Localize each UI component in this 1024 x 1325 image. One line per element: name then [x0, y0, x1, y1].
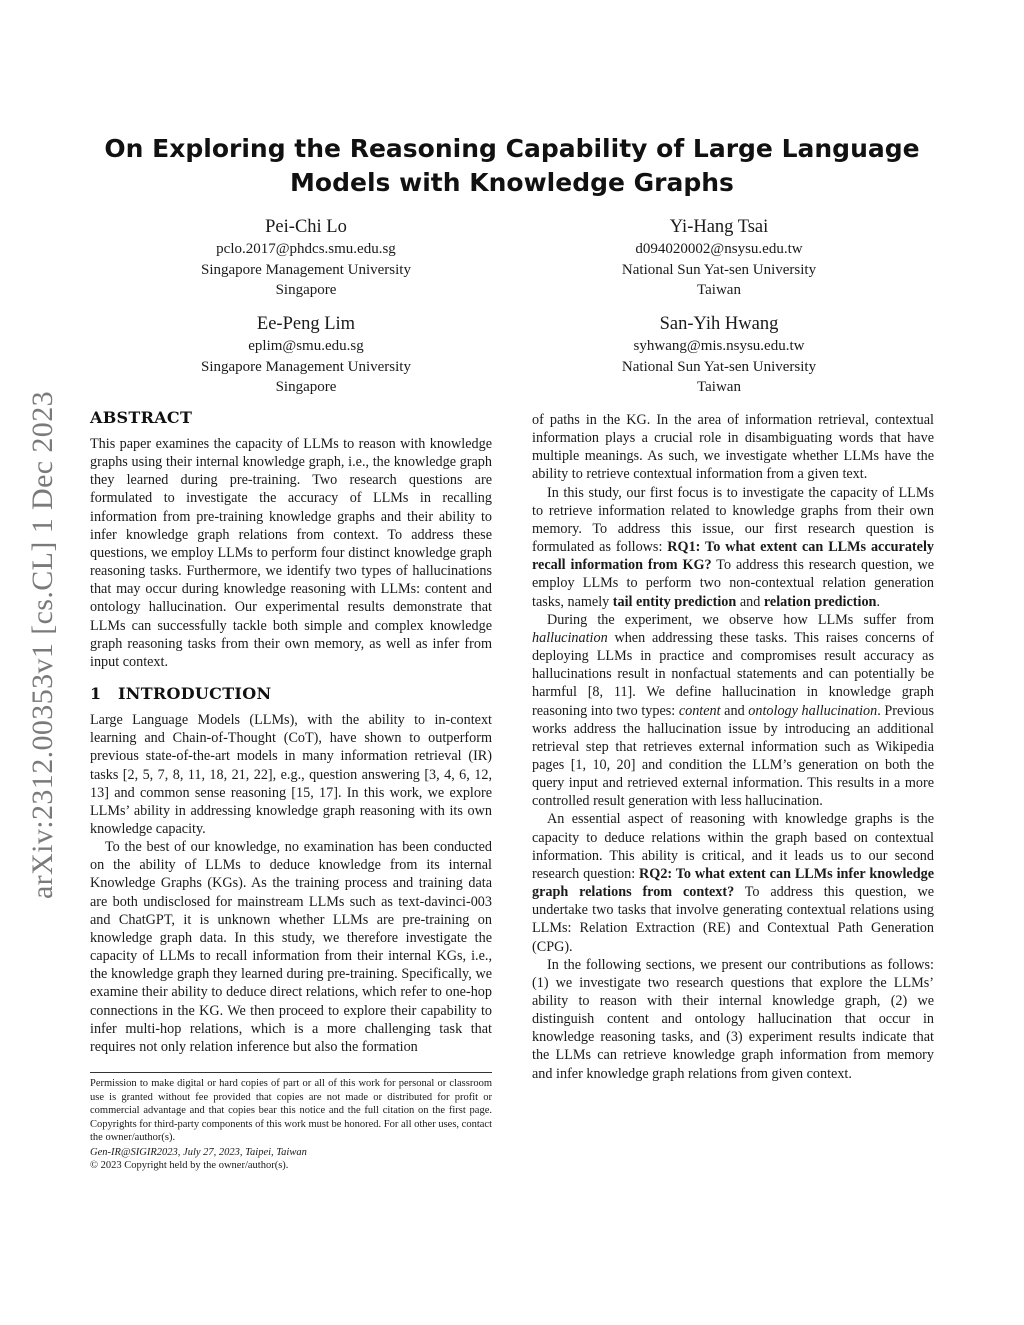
task-name: relation prediction [763, 593, 877, 610]
text-run: . [876, 593, 880, 610]
paragraph: of paths in the KG. In the area of information retrieval, contextual information plays a crucial role in disambiguating words that have multiple meanings. As such, we investigate whether LLMs have the ability to retrieve contextual information from a given text. [532, 412, 934, 483]
emphasis: content [678, 702, 721, 719]
text-run: An essential aspect of reasoning with knowledge graphs is the capacity to deduce relations within the graph based on contextual information. This ability is critical, and it leads us to our second research question: [532, 811, 934, 882]
research-question-2: RQ2: To what extent can LLMs infer knowledge graph relations from context? [532, 865, 934, 901]
footnote [90, 1072, 492, 1173]
author-country: Singapore [275, 379, 337, 395]
paragraph: In the following sections, we present our contributions as follows: (1) we investigate two research questions that explore the LLMs’ ability to reason with their internal knowledge graph, (2) we distinguish content and ontology hallucination that occur in knowledge reasoning tasks, and (3) experiment results indicate that the LLMs can retrieve knowledge graph information from memory and infer knowledge graph relations from given context. [532, 956, 934, 1082]
copyright-notice: © 2023 Copyright held by the owner/author(s). [90, 1160, 289, 1171]
author-block [539, 216, 899, 301]
title-line-1: On Exploring the Reasoning Capability of Large Language [104, 134, 920, 163]
paragraph: To the best of our knowledge, no examination has been conducted on the ability of LLMs to deduce knowledge from its internal Knowledge Graphs (KGs). As the training process and training data are both undisclosed for mainstream LLMs such as text-davinci-003 and ChatGPT, it is unknown whether LLMs are pre-training on knowledge graph data. In this study, we therefore investigate the capacity of LLMs to recall information from their internal KGs, i.e., the knowledge graph they learned during pre-training. Specifically, we examine their ability to deduce direct relations, which refer to one-hop connections in the KG. We then proceed to explore their capability to infer multi-hop relations, which is a more challenging task that requires not only relation inference but also the formation [90, 839, 492, 1055]
emphasis: ontology hallucination [748, 702, 878, 719]
author-affiliation: National Sun Yat-sen University [621, 358, 817, 375]
section-title: INTRODUCTION [118, 684, 272, 704]
text-run: In this study, our first focus is to investigate the capacity of LLMs to retrieve information related to knowledge graphs from their own memory. To address this issue, our first research question is formulated as follows: [532, 484, 934, 556]
left-column [90, 407, 492, 1056]
paragraph [532, 611, 934, 811]
author-block [126, 216, 486, 301]
author-affiliation: Singapore Management University [201, 358, 411, 375]
author-affiliation: National Sun Yat-sen University [621, 261, 817, 278]
task-name: tail entity prediction [612, 593, 737, 610]
text-run: To address this research question, we employ LLMs to perform two non-contextual relation generation tasks, namely [532, 557, 934, 610]
title-line-2: Models with Knowledge Graphs [290, 168, 734, 197]
author-name: San-Yih Hwang [659, 314, 779, 334]
conference-info: Gen-IR@SIGIR2023, July 27, 2023, Taipei, Taiwan [90, 1146, 307, 1158]
author-affiliation: Singapore Management University [201, 261, 411, 278]
author-country: Taiwan [697, 282, 741, 298]
paper-title [90, 132, 934, 200]
author-block [539, 313, 899, 398]
text-run: . Previous works address the hallucination issue by introducing an additional retrieval step that retrieves external information such as Wikipedia pages [1, 10, 20] and condition the LLM’s generation on both the query input and retrieved external information. This results in a more controlled result generation with less hallucination. [532, 702, 935, 810]
text-run: During the experiment, we observe how LLMs suffer from [547, 611, 934, 628]
author-name: Ee-Peng Lim [256, 314, 356, 334]
arxiv-stamp [23, 362, 63, 928]
author-email: d094020002@nsysu.edu.tw [635, 241, 803, 257]
author-email: pclo.2017@phdcs.smu.edu.sg [216, 241, 396, 257]
author-email: syhwang@mis.nsysu.edu.tw [633, 338, 805, 354]
text-run: and [736, 593, 764, 610]
author-name: Pei-Chi Lo [265, 217, 347, 237]
text-run: and [720, 702, 749, 719]
paragraph: Large Language Models (LLMs), with the ability to in-context learning and Chain-of-Thought (CoT), have shown to outperform previous state-of-the-art models in many information retrieval (IR) tasks [2, 5, 7, 8, 11, 18, 21, 22], e.g., question answering [3, 4, 6, 12, 13] and common sense reasoning [15, 17]. In this work, we explore LLMs’ ability in addressing knowledge graph reasoning with its own knowledge capacity. [90, 712, 492, 837]
abstract-text: This paper examines the capacity of LLMs to reason with knowledge graphs using their internal knowledge graph, i.e., the knowledge graph they learned during pre-training. Two research questions are formulated to investigate the accuracy of LLMs in recalling information from pre-training knowledge graphs and their ability to infer knowledge graph relations from context. To address these questions, we employ LLMs to perform four distinct knowledge graph reasoning tasks. Furthermore, we identify two types of hallucinations that may occur during knowledge reasoning with LLMs: content and ontology hallucination. Our experimental results demonstrate that LLMs can successfully tackle both simple and complex knowledge graph reasoning tasks from their own memory, as well as infer from input context. [90, 436, 492, 670]
paragraph [532, 484, 934, 611]
emphasis: hallucination [532, 629, 608, 646]
author-name: Yi-Hang Tsai [669, 217, 769, 237]
section-heading [90, 683, 492, 705]
right-column [532, 411, 934, 1083]
paragraph [532, 810, 934, 955]
author-country: Taiwan [697, 379, 741, 395]
text-run: To address this question, we undertake two tasks that involve generating contextual relations using LLMs: Relation Extraction (RE) and Contextual Path Generation (CPG). [532, 884, 934, 955]
section-number: 1 [90, 684, 102, 704]
author-country: Singapore [275, 282, 337, 298]
author-email: eplim@smu.edu.sg [248, 338, 364, 354]
arxiv-id: arXiv:2312.00353v1 [cs.CL] 1 Dec 2023 [26, 390, 59, 900]
permission-notice: Permission to make digital or hard copies of part or all of this work for personal or classroom use is granted without fee provided that copies are not made or distributed for profit or commercial advantage and that copies bear this notice and the full citation on the first page. Copyrights for third-party components of this work must be honored. For all other uses, contact the owner/author(s). [90, 1078, 492, 1143]
text-run: when addressing these tasks. This raises concerns of deploying LLMs in practice and compromises result accuracy as hallucinations result in nonfactual statements and can potentially be harmful [8, 11]. We define hallucination in knowledge graph reasoning into two types: [532, 629, 934, 719]
abstract-heading: ABSTRACT [90, 408, 193, 427]
research-question-1: RQ1: To what extent can LLMs accurately recall information from KG? [532, 539, 934, 574]
author-block [126, 313, 486, 398]
